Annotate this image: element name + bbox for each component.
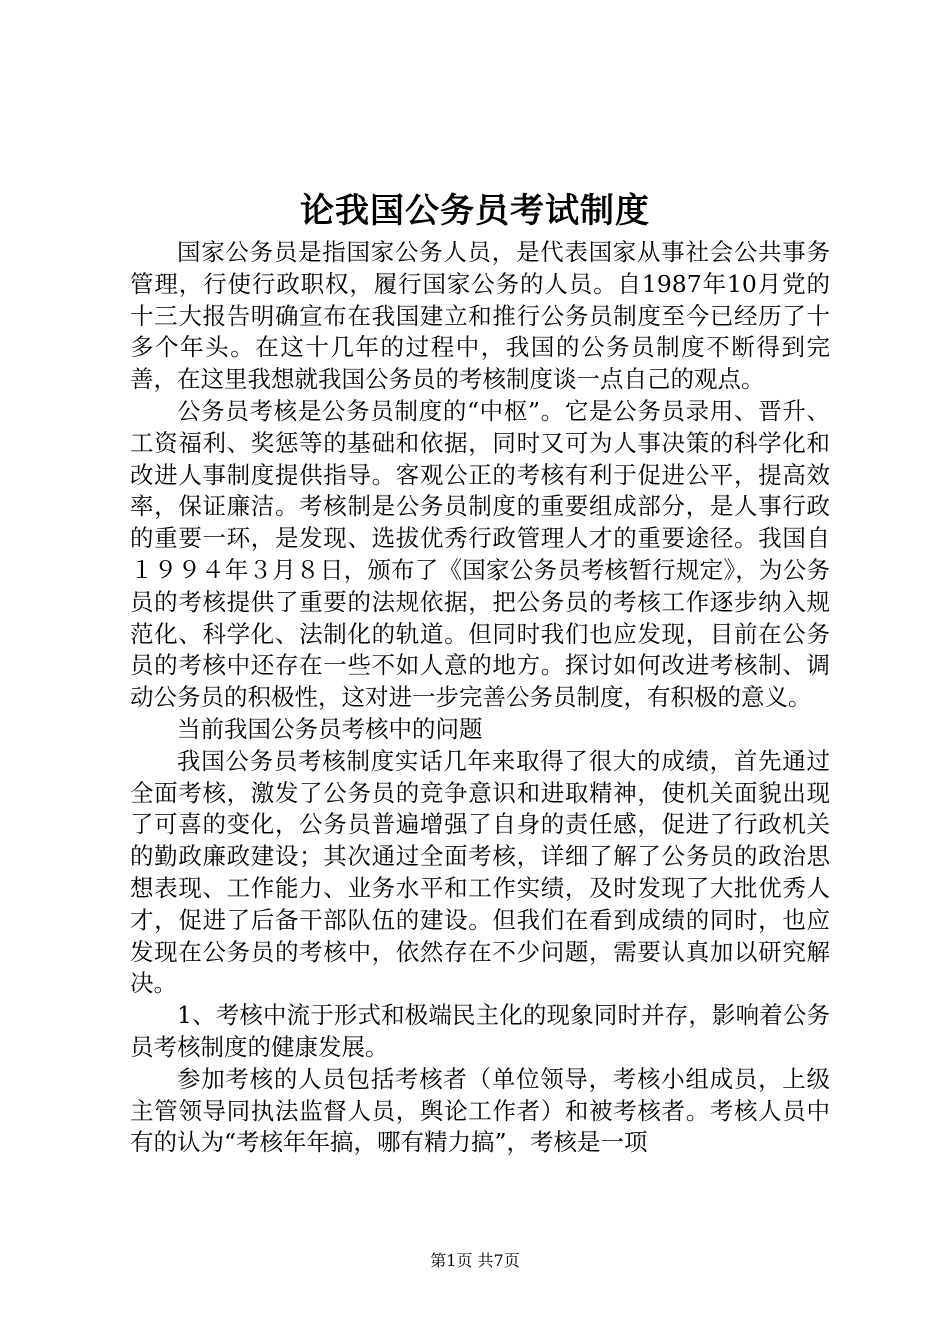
section-heading: 当前我国公务员考核中的问题 [177, 714, 483, 743]
paragraph: 公务员考核是公务员制度的“中枢”。它是公务员录用、晋升、工资福利、奖惩等的基础和依据，同时又可为人事决策的科学化和改进人事制度提供指导。客观公正的考核有利于促进公平，提高效率，保证廉洁。考核制是公务员制度的重要组成部分，是人事行政的重要一环，是发现、选拔优秀行政管理人才的重要途径。我国自１９９４年３月８日，颁布了《国家公务员考核暂行规定》，为公务员的考核提供了重要的法规依据，把公务员的考核工作逐步纳入规范化、科学化、法制化的轨道。但同时我们也应发现，目前在公务员的考核中还存在一些不如人意的地方。探讨如何改进考核制、调动公务员的积极性，这对进一步完善公务员制度，有积极的意义。 [130, 396, 830, 712]
paragraph: 国家公务员是指国家公务人员，是代表国家从事社会公共事务管理，行使行政职权，履行国家公务的人员。自1987年10月党的十三大报告明确宣布在我国建立和推行公务员制度至今已经历了十多个年头。在这十几年的过程中，我国的公务员制度不断得到完善，在这里我想就我国公务员的考核制度谈一点自己的观点。 [130, 238, 830, 394]
page-footer: 第1页 共7页 [430, 1251, 520, 1270]
document-body [130, 237, 830, 1159]
paragraph: 1、考核中流于形式和极端民主化的现象同时并存，影响着公务员考核制度的健康发展。 [130, 1001, 830, 1061]
document-title: 论我国公务员考试制度 [300, 191, 650, 231]
paragraph: 我国公务员考核制度实话几年来取得了很大的成绩，首先通过全面考核，激发了公务员的竞争意识和进取精神，使机关面貌出现了可喜的变化，公务员普遍增强了自身的责任感，促进了行政机关的勤政廉政建设；其次通过全面考核，详细了解了公务员的政治思想表现、工作能力、业务水平和工作实绩，及时发现了大批优秀人才，促进了后备干部队伍的建设。但我们在看到成绩的同时，也应发现在公务员的考核中，依然存在不少问题，需要认真加以研究解决。 [130, 746, 830, 998]
paragraph: 参加考核的人员包括考核者（单位领导，考核小组成员，上级主管领导同执法监督人员，舆论工作者）和被考核者。考核人员中有的认为“考核年年搞，哪有精力搞”，考核是一项 [130, 1064, 830, 1157]
